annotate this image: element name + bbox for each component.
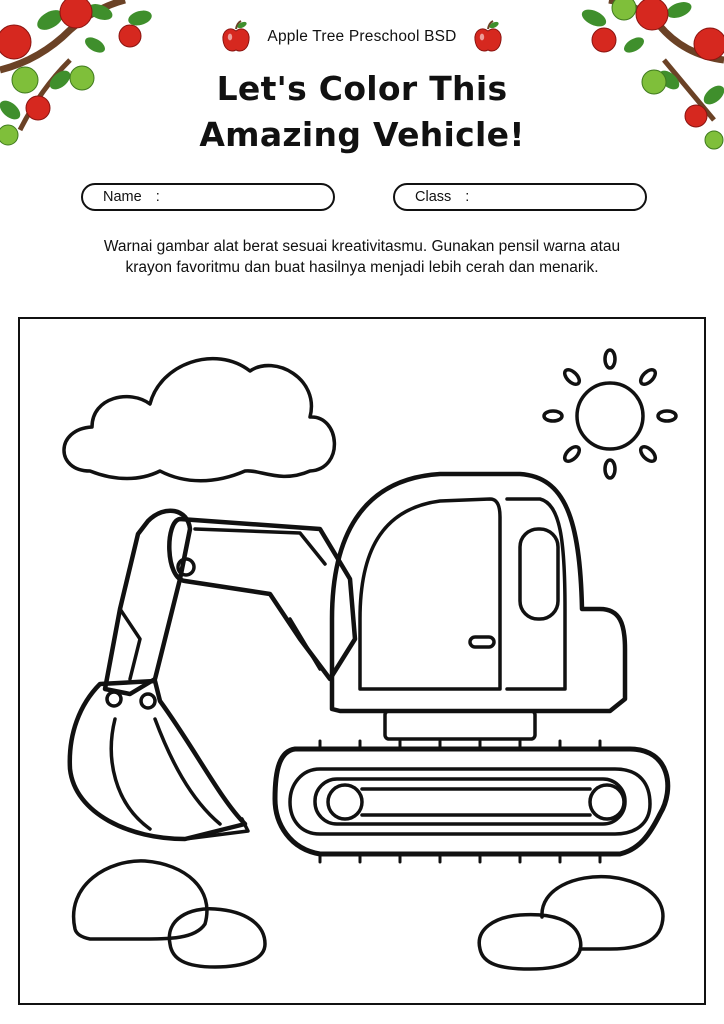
class-field-label: Class [415,189,452,205]
name-field-separator: : [155,189,160,205]
class-field-separator: : [465,189,470,205]
instructions [30,236,694,278]
instructions-line-2: krayon favoritmu dan buat hasilnya menjadi lebih cerah dan menarik. [125,259,599,276]
name-field-label: Name [103,189,142,205]
school-header [0,20,724,54]
apple-icon [473,20,503,54]
title-line-1: Let's Color This [216,69,508,108]
apple-icon [221,20,251,54]
rocks-drawing [74,861,663,969]
class-field[interactable] [393,183,647,211]
page-title [0,66,724,158]
instructions-line-1: Warnai gambar alat berat sesuai kreativitasmu. Gunakan pensil warna atau [103,238,621,255]
school-name: Apple Tree Preschool BSD [267,28,457,45]
sun-drawing [544,350,676,478]
name-field[interactable] [81,183,335,211]
title-line-2: Amazing Vehicle! [199,115,525,154]
coloring-area [18,317,706,1005]
excavator-drawing [70,474,668,862]
cloud-drawing [64,359,334,481]
